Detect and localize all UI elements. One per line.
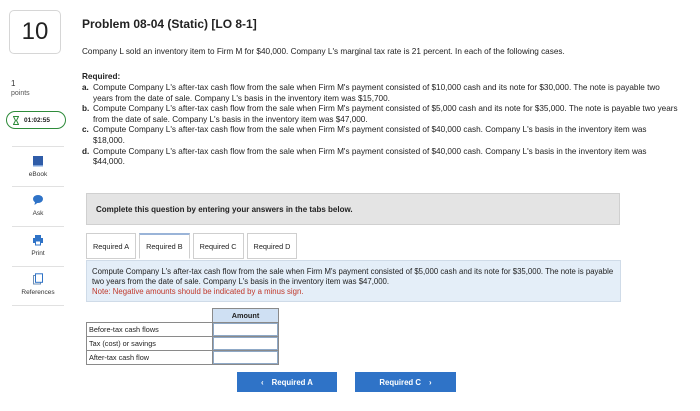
table-row (87, 337, 279, 351)
references-button[interactable] (12, 273, 64, 296)
requirement-text: Compute Company L's after-tax cash flow from the sale when Firm M's payment consisted of $40,000 cash. Company L's basis in the inventory item was $44,000. (93, 146, 647, 167)
problem-intro: Company L sold an inventory item to Firm M for $40,000. Company L's marginal tax rate is 21 percent. In each of the following cases. (82, 47, 565, 56)
divider (12, 146, 64, 147)
next-required-label: Required C (379, 377, 421, 387)
hourglass-icon (13, 116, 19, 125)
table-row (87, 323, 279, 337)
row-label: Before-tax cash flows (87, 323, 213, 337)
timer[interactable] (6, 111, 66, 129)
tab-prompt (86, 260, 621, 302)
prev-required-button[interactable] (237, 372, 337, 392)
requirement-letter: a. (82, 83, 89, 92)
prev-required-label: Required A (271, 377, 313, 387)
divider (12, 305, 64, 306)
requirement-letter: c. (82, 125, 89, 135)
amount-cell (213, 323, 279, 337)
ask-button[interactable] (12, 194, 64, 217)
requirements-list (82, 83, 678, 168)
required-heading: Required: (82, 72, 121, 81)
amount-column-header: Amount (213, 309, 279, 323)
divider (12, 226, 64, 227)
table-header-blank (87, 309, 213, 323)
row-label: Tax (cost) or savings (87, 337, 213, 351)
book-icon (32, 155, 44, 167)
chevron-right-icon: › (428, 377, 432, 387)
timer-value: 01:02:55 (24, 116, 51, 124)
amount-cell (213, 351, 279, 365)
requirement-text: Compute Company L's after-tax cash flow from the sale when Firm M's payment consisted of $10,000 cash and its note for $30,000. The note is payable two years from the date of sale. Company L's basis in the inventory item was $15,700. (93, 83, 660, 103)
references-label: References (21, 289, 55, 296)
requirement-item (82, 83, 678, 104)
tab-required-c[interactable]: Required C (193, 233, 244, 259)
requirement-item (82, 104, 678, 125)
table-row (87, 351, 279, 365)
chevron-left-icon: ‹ (261, 377, 264, 387)
requirement-letter: d. (82, 146, 90, 156)
tab-required-a[interactable]: Required A (86, 233, 136, 259)
divider (12, 266, 64, 267)
requirement-text: Compute Company L's after-tax cash flow from the sale when Firm M's payment consisted of $40,000 cash. Company L's basis in the inventory item was $18,000. (93, 125, 647, 145)
points-value: 1 (11, 79, 16, 88)
next-required-button[interactable] (355, 372, 456, 392)
prompt-note: Note: Negative amounts should be indicated by a minus sign. (92, 286, 304, 296)
requirement-item (82, 125, 678, 146)
printer-icon (32, 234, 44, 246)
print-label: Print (31, 250, 45, 257)
after-tax-cash-flow-input[interactable] (213, 351, 278, 364)
references-icon (32, 273, 44, 285)
question-number: 10 (9, 10, 61, 54)
ebook-button[interactable] (12, 155, 64, 178)
requirement-tabs (86, 233, 297, 259)
print-button[interactable] (12, 234, 64, 257)
tab-required-b[interactable]: Required B (139, 233, 190, 259)
requirement-text: Compute Company L's after-tax cash flow from the sale when Firm M's payment consisted of $5,000 cash and its note for $35,000. The note is payable two years from the date of sale. Company L's basis in the inventory item was $47,000. (93, 104, 678, 124)
ask-label: Ask (32, 210, 44, 217)
tab-required-d[interactable]: Required D (247, 233, 298, 259)
chat-bubble-icon (32, 194, 44, 206)
left-rail (0, 0, 78, 411)
answer-table (86, 308, 279, 365)
complete-notice: Complete this question by entering your answers in the tabs below. (86, 193, 620, 225)
ebook-label: eBook (28, 171, 48, 178)
requirement-item (82, 147, 678, 168)
divider (12, 186, 64, 187)
amount-cell (213, 337, 279, 351)
tax-cost-or-savings-input[interactable] (213, 337, 278, 350)
problem-title: Problem 08-04 (Static) [LO 8-1] (82, 17, 257, 31)
points-label: points (11, 90, 30, 97)
row-label: After-tax cash flow (87, 351, 213, 365)
requirement-letter: b. (82, 104, 90, 114)
before-tax-cash-flows-input[interactable] (213, 323, 278, 336)
prompt-text: Compute Company L's after-tax cash flow from the sale when Firm M's payment consisted of $5,000 cash and its note for $35,000. The note is payable two years from the date of sale. Company L's basis in the inventory item was $47,000. (92, 267, 614, 286)
table-header-row (87, 309, 279, 323)
